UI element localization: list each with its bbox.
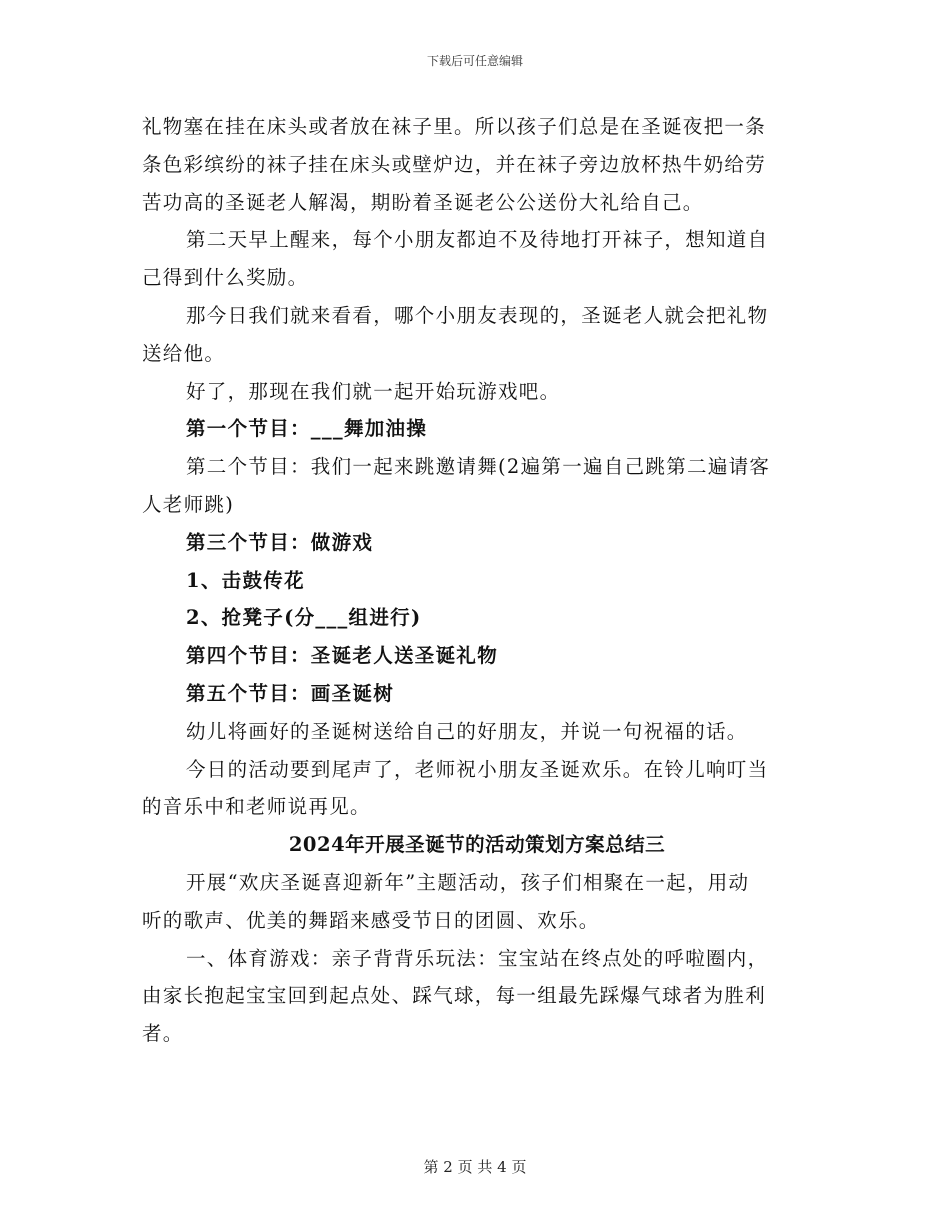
paragraph-line: 己得到什么奖励。	[142, 266, 309, 290]
program-heading-5: 第五个节目：画圣诞树	[186, 681, 395, 705]
paragraph-line: 第二个节目：我们一起来跳邀请舞(2遍第一遍自己跳第二遍请客	[186, 455, 771, 479]
paragraph-line: 人老师跳)	[142, 492, 235, 516]
list-item: 1、击鼓传花	[186, 568, 305, 592]
program-heading-3: 第三个节目：做游戏	[186, 530, 374, 554]
program-heading-4: 第四个节目：圣诞老人送圣诞礼物	[186, 644, 499, 668]
program-heading-1: 第一个节目：___舞加油操	[186, 417, 428, 441]
paragraph-line: 礼物塞在挂在床头或者放在袜子里。所以孩子们总是在圣诞夜把一条	[142, 115, 767, 138]
paragraph-line: 开展“欢庆圣诞喜迎新年”主题活动，孩子们相聚在一起，用动	[186, 870, 750, 894]
paragraph-line: 送给他。	[142, 341, 226, 365]
list-item: 2、抢凳子(分___组进行)	[186, 606, 422, 630]
paragraph-line: 那今日我们就来看看，哪个小朋友表现的，圣诞老人就会把礼物	[186, 303, 769, 327]
document-body	[142, 108, 812, 1053]
paragraph-line: 第二天早上醒来，每个小朋友都迫不及待地打开袜子，想知道自	[186, 228, 769, 252]
paragraph-line: 由家长抱起宝宝回到起点处、踩气球，每一组最先踩爆气球者为胜利	[142, 984, 767, 1008]
paragraph-line: 一、体育游戏：亲子背背乐玩法：宝宝站在终点处的呼啦圈内，	[186, 946, 769, 970]
paragraph-line: 的音乐中和老师说再见。	[142, 795, 371, 819]
paragraph-line: 苦功高的圣诞老人解渴，期盼着圣诞老公公送份大礼给自己。	[142, 190, 704, 214]
section-title: 2024年开展圣诞节的活动策划方案总结三	[288, 833, 666, 857]
paragraph-line: 幼儿将画好的圣诞树送给自己的好朋友，并说一句祝福的话。	[186, 719, 748, 743]
paragraph-line: 者。	[142, 1022, 184, 1046]
paragraph-line: 听的歌声、优美的舞蹈来感受节日的团圆、欢乐。	[142, 908, 600, 932]
paragraph-line: 今日的活动要到尾声了，老师祝小朋友圣诞欢乐。在铃儿响叮当	[186, 757, 769, 781]
page-footer: 第 2 页 共 4 页	[423, 1158, 527, 1176]
paragraph-line: 条色彩缤纷的袜子挂在床头或壁炉边，并在袜子旁边放杯热牛奶给劳	[142, 152, 767, 176]
paragraph-line: 好了，那现在我们就一起开始玩游戏吧。	[186, 379, 561, 403]
page-header: 下载后可任意编辑	[426, 54, 523, 68]
